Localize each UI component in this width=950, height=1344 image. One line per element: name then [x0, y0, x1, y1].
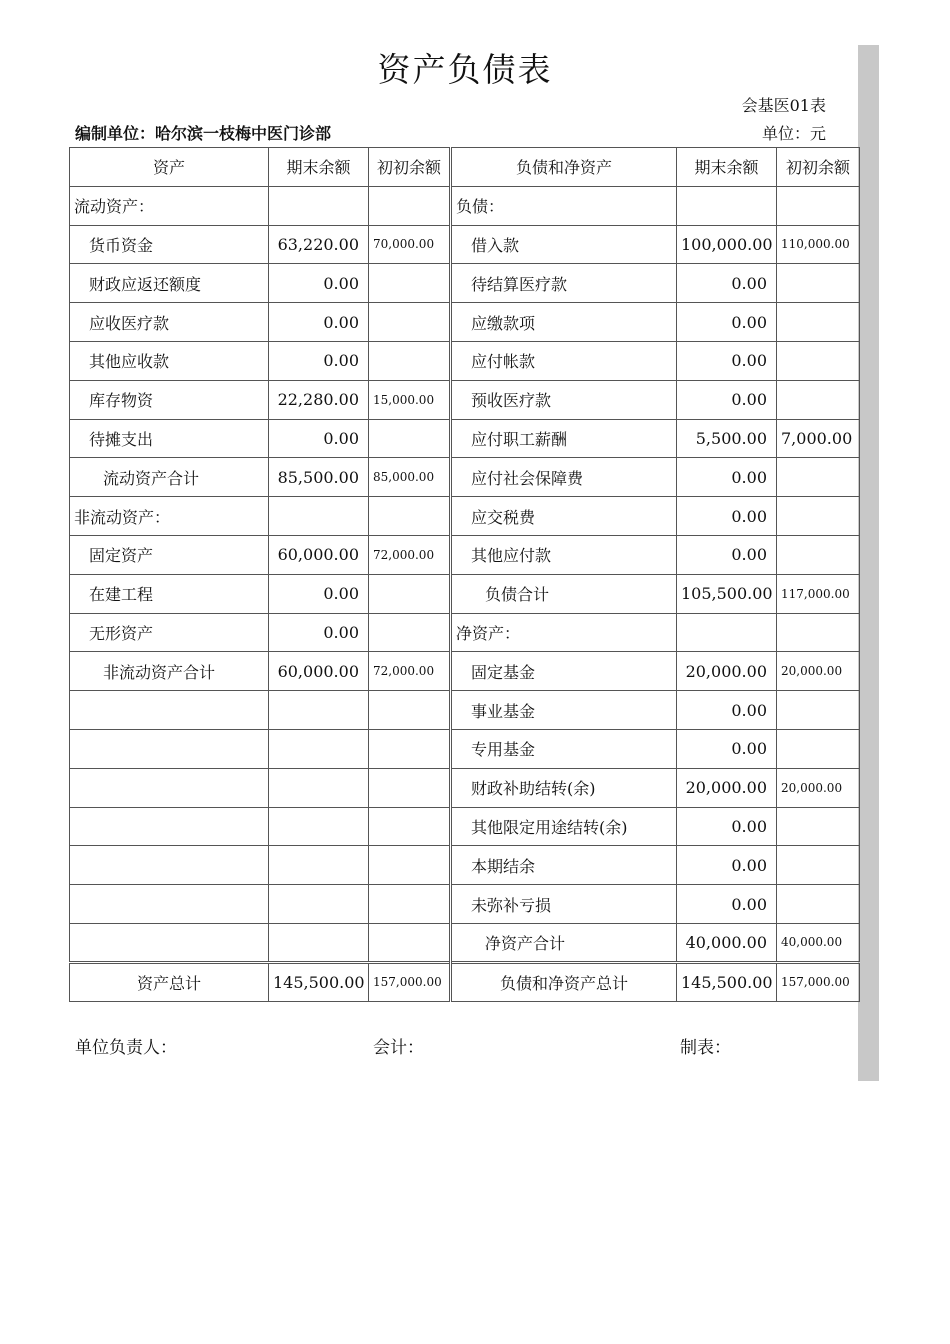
asset-name — [70, 846, 269, 885]
asset-end-balance — [269, 729, 369, 768]
table-row — [70, 264, 860, 303]
table-row — [70, 535, 860, 574]
liability-name: 应交税费 — [451, 497, 677, 536]
asset-name — [70, 691, 269, 730]
header-row — [70, 148, 860, 187]
asset-begin-balance — [369, 186, 451, 225]
liability-end-balance: 145,500.00 — [677, 962, 777, 1001]
liability-begin-balance — [777, 729, 860, 768]
asset-name: 非流动资产： — [70, 497, 269, 536]
asset-end-balance: 145,500.00 — [269, 962, 369, 1001]
asset-begin-balance — [369, 264, 451, 303]
liability-end-balance — [677, 186, 777, 225]
asset-end-balance: 0.00 — [269, 419, 369, 458]
liability-begin-balance — [777, 303, 860, 342]
asset-end-balance — [269, 497, 369, 536]
liability-name: 其他应付款 — [451, 535, 677, 574]
liability-name: 固定基金 — [451, 652, 677, 691]
asset-end-balance — [269, 186, 369, 225]
liability-begin-balance: 117,000.00 — [777, 574, 860, 613]
liability-begin-balance — [777, 846, 860, 885]
asset-end-balance — [269, 807, 369, 846]
liability-end-balance: 0.00 — [677, 303, 777, 342]
asset-name: 其他应收款 — [70, 341, 269, 380]
liability-end-balance: 0.00 — [677, 341, 777, 380]
table-row — [70, 923, 860, 962]
table-row — [70, 885, 860, 924]
table-row — [70, 497, 860, 536]
liability-end-balance: 0.00 — [677, 691, 777, 730]
asset-name — [70, 807, 269, 846]
asset-name: 在建工程 — [70, 574, 269, 613]
asset-begin-balance — [369, 574, 451, 613]
liability-begin-balance — [777, 458, 860, 497]
asset-name — [70, 885, 269, 924]
header-liability: 负债和净资产 — [451, 148, 677, 187]
header-liability-begin: 初初余额 — [777, 148, 860, 187]
page-title: 资产负债表 — [377, 50, 553, 89]
liability-begin-balance — [777, 341, 860, 380]
footer-preparer: 制表： — [680, 1038, 731, 1058]
asset-end-balance: 0.00 — [269, 264, 369, 303]
asset-name — [70, 923, 269, 962]
asset-begin-balance: 85,000.00 — [369, 458, 451, 497]
liability-name: 专用基金 — [451, 729, 677, 768]
liability-name: 事业基金 — [451, 691, 677, 730]
liability-name: 借入款 — [451, 225, 677, 264]
liability-name: 净资产合计 — [451, 923, 677, 962]
asset-end-balance: 0.00 — [269, 341, 369, 380]
liability-begin-balance: 157,000.00 — [777, 962, 860, 1001]
liability-name: 预收医疗款 — [451, 380, 677, 419]
asset-name: 财政应返还额度 — [70, 264, 269, 303]
asset-begin-balance: 72,000.00 — [369, 535, 451, 574]
liability-name: 应付社会保障费 — [451, 458, 677, 497]
asset-end-balance: 0.00 — [269, 574, 369, 613]
liability-begin-balance — [777, 807, 860, 846]
asset-end-balance — [269, 846, 369, 885]
liability-begin-balance — [777, 497, 860, 536]
balance-sheet-table — [69, 147, 860, 1002]
header-asset-end: 期末余额 — [269, 148, 369, 187]
liability-name: 负债和净资产总计 — [451, 962, 677, 1001]
liability-begin-balance — [777, 535, 860, 574]
liability-name: 应付帐款 — [451, 341, 677, 380]
asset-begin-balance — [369, 303, 451, 342]
table-row — [70, 458, 860, 497]
liability-end-balance: 40,000.00 — [677, 923, 777, 962]
liability-end-balance: 0.00 — [677, 885, 777, 924]
footer-responsible: 单位负责人： — [75, 1038, 177, 1058]
table-row — [70, 962, 860, 1001]
asset-begin-balance — [369, 729, 451, 768]
asset-begin-balance: 15,000.00 — [369, 380, 451, 419]
liability-end-balance: 0.00 — [677, 458, 777, 497]
liability-name: 应缴款项 — [451, 303, 677, 342]
liability-name: 财政补助结转(余) — [451, 768, 677, 807]
liability-begin-balance — [777, 380, 860, 419]
asset-name — [70, 768, 269, 807]
asset-end-balance: 0.00 — [269, 303, 369, 342]
liability-name: 本期结余 — [451, 846, 677, 885]
asset-name: 应收医疗款 — [70, 303, 269, 342]
table-row — [70, 652, 860, 691]
asset-begin-balance: 70,000.00 — [369, 225, 451, 264]
preparing-unit: 编制单位：哈尔滨一枝梅中医门诊部 — [75, 124, 332, 143]
table-row — [70, 613, 860, 652]
asset-name: 无形资产 — [70, 613, 269, 652]
liability-end-balance: 20,000.00 — [677, 768, 777, 807]
liability-begin-balance: 20,000.00 — [777, 768, 860, 807]
header-asset: 资产 — [70, 148, 269, 187]
asset-end-balance: 0.00 — [269, 613, 369, 652]
liability-name: 净资产： — [451, 613, 677, 652]
asset-begin-balance — [369, 497, 451, 536]
asset-begin-balance — [369, 691, 451, 730]
liability-begin-balance: 110,000.00 — [777, 225, 860, 264]
asset-name: 资产总计 — [70, 962, 269, 1001]
asset-name: 库存物资 — [70, 380, 269, 419]
asset-begin-balance — [369, 768, 451, 807]
liability-name: 负债合计 — [451, 574, 677, 613]
asset-end-balance: 63,220.00 — [269, 225, 369, 264]
table-row — [70, 303, 860, 342]
asset-begin-balance — [369, 341, 451, 380]
liability-end-balance: 100,000.00 — [677, 225, 777, 264]
asset-begin-balance: 157,000.00 — [369, 962, 451, 1001]
liability-name: 其他限定用途结转(余) — [451, 807, 677, 846]
asset-end-balance — [269, 885, 369, 924]
liability-begin-balance — [777, 691, 860, 730]
asset-begin-balance — [369, 613, 451, 652]
liability-end-balance: 0.00 — [677, 846, 777, 885]
asset-name: 固定资产 — [70, 535, 269, 574]
asset-name: 非流动资产合计 — [70, 652, 269, 691]
asset-name — [70, 729, 269, 768]
form-code: 会基医01表 — [741, 96, 826, 115]
liability-end-balance: 0.00 — [677, 729, 777, 768]
liability-end-balance: 20,000.00 — [677, 652, 777, 691]
asset-name: 货币资金 — [70, 225, 269, 264]
asset-end-balance — [269, 923, 369, 962]
liability-end-balance: 105,500.00 — [677, 574, 777, 613]
table-row — [70, 380, 860, 419]
table-row — [70, 846, 860, 885]
liability-name: 待结算医疗款 — [451, 264, 677, 303]
liability-begin-balance: 40,000.00 — [777, 923, 860, 962]
asset-end-balance: 85,500.00 — [269, 458, 369, 497]
asset-end-balance — [269, 691, 369, 730]
currency-unit: 单位：元 — [761, 124, 826, 143]
asset-begin-balance — [369, 923, 451, 962]
liability-name: 负债： — [451, 186, 677, 225]
table-row — [70, 691, 860, 730]
asset-begin-balance: 72,000.00 — [369, 652, 451, 691]
liability-end-balance: 0.00 — [677, 264, 777, 303]
liability-begin-balance — [777, 613, 860, 652]
table-row — [70, 341, 860, 380]
table-row — [70, 729, 860, 768]
liability-end-balance — [677, 613, 777, 652]
liability-end-balance: 0.00 — [677, 807, 777, 846]
footer-accountant: 会计： — [373, 1038, 424, 1058]
liability-end-balance: 5,500.00 — [677, 419, 777, 458]
asset-name: 流动资产： — [70, 186, 269, 225]
asset-begin-balance — [369, 807, 451, 846]
liability-begin-balance — [777, 885, 860, 924]
asset-begin-balance — [369, 846, 451, 885]
liability-end-balance: 0.00 — [677, 535, 777, 574]
table-row — [70, 768, 860, 807]
asset-name: 流动资产合计 — [70, 458, 269, 497]
liability-end-balance: 0.00 — [677, 497, 777, 536]
asset-end-balance: 60,000.00 — [269, 535, 369, 574]
table-row — [70, 807, 860, 846]
asset-end-balance: 60,000.00 — [269, 652, 369, 691]
liability-end-balance: 0.00 — [677, 380, 777, 419]
table-row — [70, 419, 860, 458]
liability-begin-balance: 20,000.00 — [777, 652, 860, 691]
liability-begin-balance — [777, 186, 860, 225]
asset-begin-balance — [369, 885, 451, 924]
vertical-scrollbar[interactable] — [858, 45, 879, 1081]
liability-begin-balance — [777, 264, 860, 303]
header-liability-end: 期末余额 — [677, 148, 777, 187]
liability-name: 应付职工薪酬 — [451, 419, 677, 458]
liability-name: 未弥补亏损 — [451, 885, 677, 924]
asset-end-balance — [269, 768, 369, 807]
asset-end-balance: 22,280.00 — [269, 380, 369, 419]
liability-begin-balance: 7,000.00 — [777, 419, 860, 458]
asset-name: 待摊支出 — [70, 419, 269, 458]
header-asset-begin: 初初余额 — [369, 148, 451, 187]
asset-begin-balance — [369, 419, 451, 458]
table-row — [70, 186, 860, 225]
table-row — [70, 225, 860, 264]
table-row — [70, 574, 860, 613]
